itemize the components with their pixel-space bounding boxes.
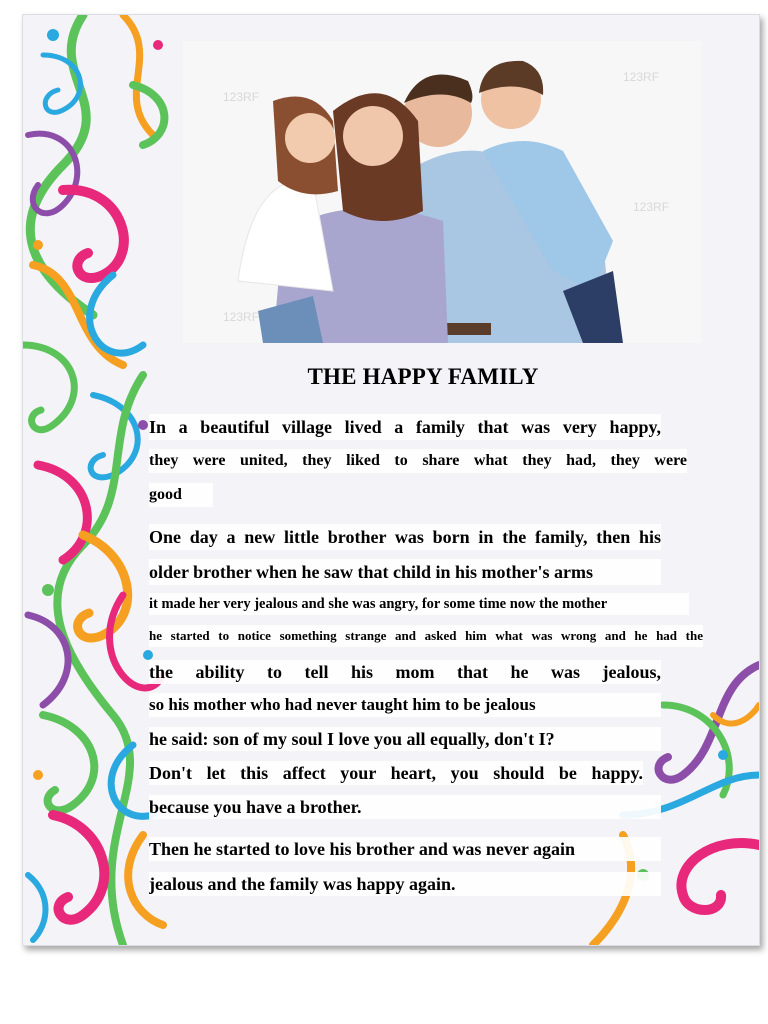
story-line-7: he started to notice something strange and asked him what was wrong and he had the [149, 625, 703, 647]
story-line-3: good [149, 483, 213, 507]
story-line-13: Then he started to love his brother and was never again [149, 837, 661, 861]
family-illustration [183, 41, 701, 343]
story-line-4: One day a new little brother was born in the family, then his [149, 524, 661, 550]
photo-watermark-2: 123RF [623, 70, 660, 84]
document-page [22, 14, 760, 946]
photo-watermark: 123RF [223, 90, 260, 104]
story-line-1: In a beautiful village lived a family that was very happy, [149, 414, 661, 440]
story-line-14: jealous and the family was happy again. [149, 872, 661, 896]
story-line-10: he said: son of my soul I love you all equally, don't I? [149, 727, 661, 751]
photo-watermark-4: 123RF [223, 310, 260, 324]
story-line-8: the ability to tell his mom that he was jealous, [149, 662, 661, 682]
story-line-2: they were united, they liked to share what they had, they were [149, 449, 687, 473]
photo-watermark-3: 123RF [633, 200, 670, 214]
story-title: THE HAPPY FAMILY [307, 364, 539, 389]
story-line-12: because you have a brother. [149, 795, 661, 819]
family-photo [183, 41, 701, 343]
story-line-11: Don't let this affect your heart, you should be happy. [149, 763, 643, 783]
story-line-5: older brother when he saw that child in his mother's arms [149, 559, 661, 585]
story-line-6: it made her very jealous and she was angry, for some time now the mother [149, 593, 689, 615]
story-line-9: so his mother who had never taught him to be jealous [149, 693, 661, 717]
